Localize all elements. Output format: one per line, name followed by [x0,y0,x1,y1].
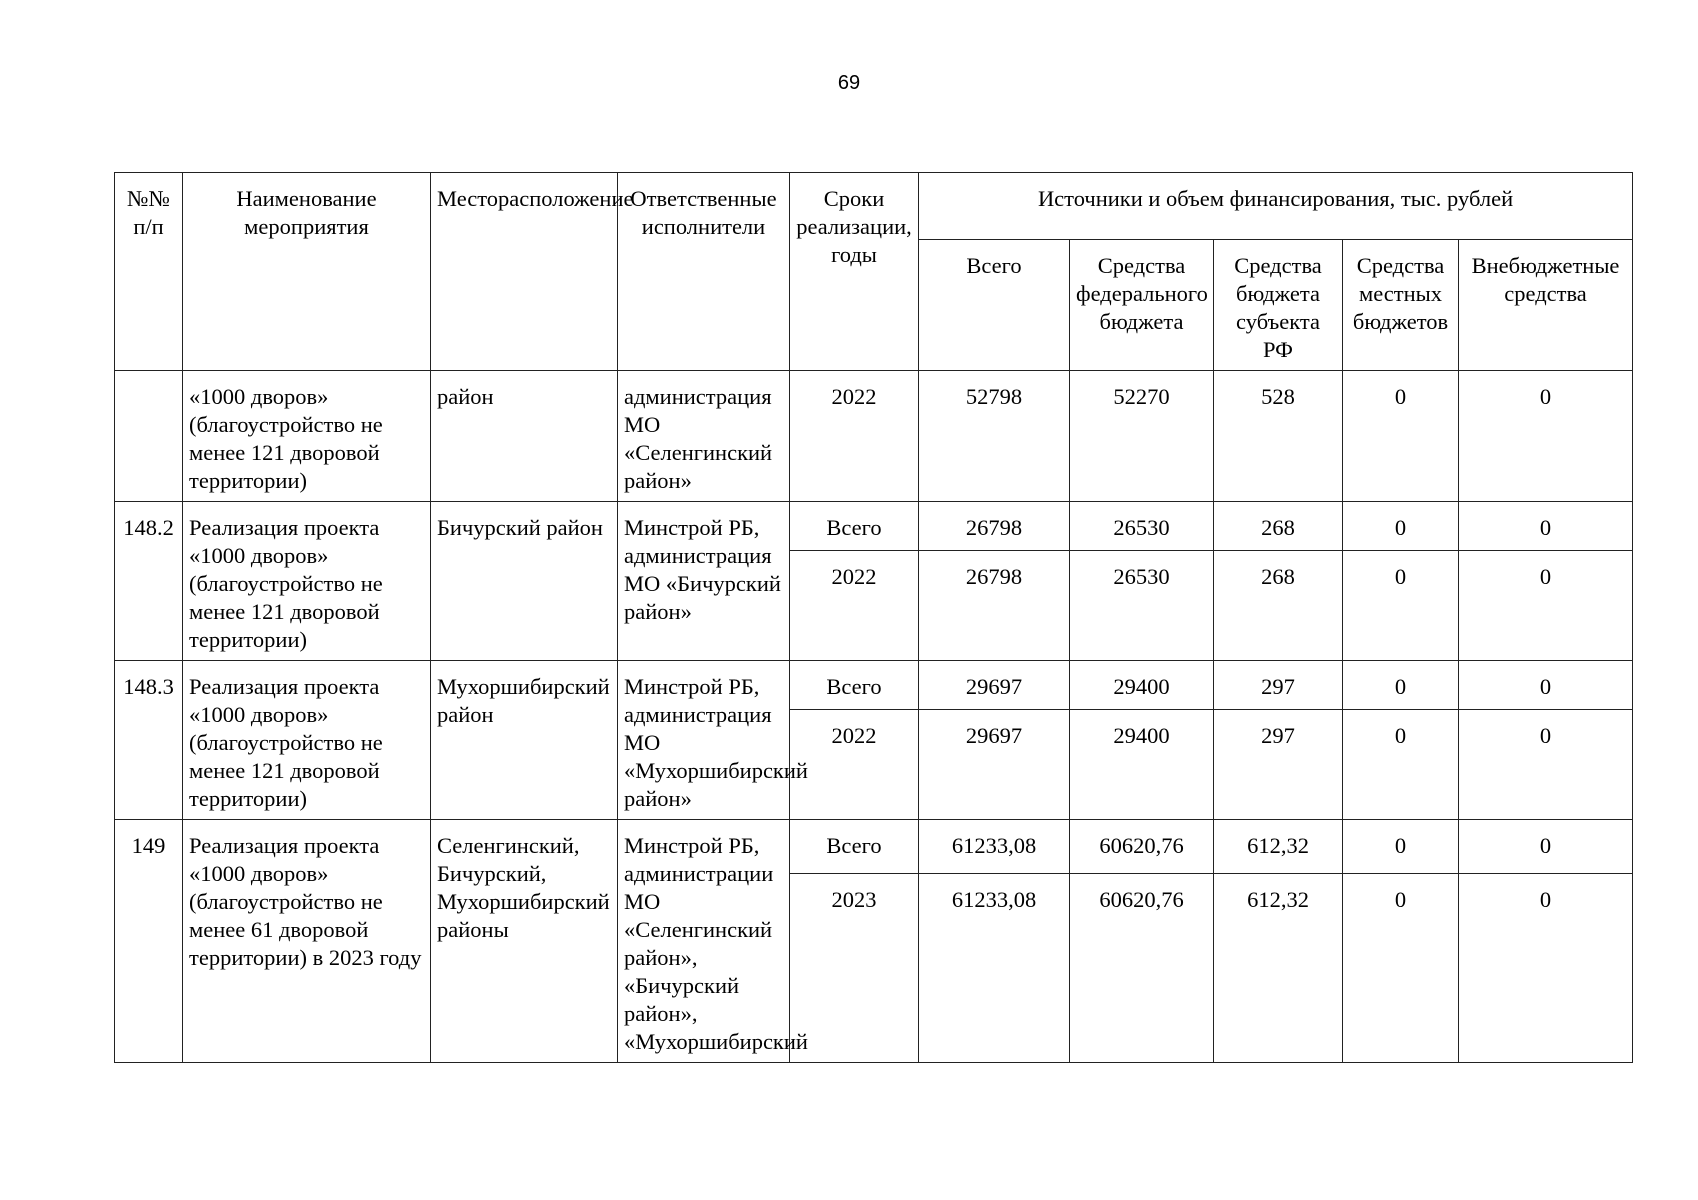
row-federal: 29400 [1070,661,1214,710]
header-regional: Средства бюджета субъекта РФ [1214,240,1343,371]
row-location: Мухоршибирский район [431,661,618,820]
row-federal: 60620,76 [1070,874,1214,1063]
header-offbudget: Внебюджетные средства [1459,240,1633,371]
row-total: 29697 [919,661,1070,710]
row-responsible: администрация МО «Селенгинский район» [618,371,790,502]
page-number: 69 [837,72,861,94]
row-regional: 297 [1214,710,1343,820]
row-name: Реализация проекта «1000 дворов» (благоустройство не менее 121 дворовой территории) [183,661,431,820]
row-term: Всего [790,820,919,874]
header-total: Всего [919,240,1070,371]
row-local: 0 [1343,502,1459,551]
header-row-main [115,173,1633,240]
row-regional: 268 [1214,502,1343,551]
header-terms: Сроки реализации, годы [790,173,919,371]
row-local: 0 [1343,551,1459,661]
row-responsible: Минстрой РБ, администрация МО «Бичурский район» [618,502,790,661]
row-location: Селенгинский, Бичурский, Мухоршибирский районы [431,820,618,1063]
row-local: 0 [1343,710,1459,820]
row-term: 2022 [790,551,919,661]
header-federal: Средства федерального бюджета [1070,240,1214,371]
row-offbudget: 0 [1459,874,1633,1063]
header-responsible: Ответственные исполнители [618,173,790,371]
row-term: 2022 [790,710,919,820]
row-federal: 52270 [1070,371,1214,502]
row-regional: 297 [1214,661,1343,710]
row-num: 148.2 [115,502,183,661]
row-name: Реализация проекта «1000 дворов» (благоустройство не менее 121 дворовой территории) [183,502,431,661]
row-term: 2022 [790,371,919,502]
row-federal: 26530 [1070,502,1214,551]
row-total: 61233,08 [919,874,1070,1063]
row-name: Реализация проекта «1000 дворов» (благоустройство не менее 61 дворовой территории) в 2023 году [183,820,431,1063]
row-regional: 612,32 [1214,820,1343,874]
funding-table [114,172,1633,1063]
row-total: 26798 [919,502,1070,551]
row-total: 52798 [919,371,1070,502]
row-federal: 26530 [1070,551,1214,661]
row-total: 61233,08 [919,820,1070,874]
row-federal: 60620,76 [1070,820,1214,874]
table-row [115,661,1633,710]
row-offbudget: 0 [1459,661,1633,710]
row-num: 149 [115,820,183,1063]
row-responsible: Минстрой РБ, администрация МО «Мухоршибирский район» [618,661,790,820]
row-offbudget: 0 [1459,551,1633,661]
row-term: 2023 [790,874,919,1063]
row-local: 0 [1343,371,1459,502]
row-name: «1000 дворов» (благоустройство не менее 121 дворовой территории) [183,371,431,502]
table-row [115,820,1633,874]
row-offbudget: 0 [1459,502,1633,551]
row-regional: 268 [1214,551,1343,661]
row-term: Всего [790,502,919,551]
row-local: 0 [1343,820,1459,874]
row-total: 29697 [919,710,1070,820]
table-row [115,371,1633,502]
header-location: Месторасположение [431,173,618,371]
header-funding: Источники и объем финансирования, тыс. рублей [919,173,1633,240]
row-local: 0 [1343,661,1459,710]
row-offbudget: 0 [1459,371,1633,502]
row-federal: 29400 [1070,710,1214,820]
row-regional: 528 [1214,371,1343,502]
row-term: Всего [790,661,919,710]
header-name: Наименование мероприятия [183,173,431,371]
row-location: Бичурский район [431,502,618,661]
row-offbudget: 0 [1459,710,1633,820]
table-row [115,502,1633,551]
header-local: Средства местных бюджетов [1343,240,1459,371]
row-num: 148.3 [115,661,183,820]
row-location: район [431,371,618,502]
row-regional: 612,32 [1214,874,1343,1063]
row-offbudget: 0 [1459,820,1633,874]
header-num: №№ п/п [115,173,183,371]
row-num [115,371,183,502]
row-responsible: Минстрой РБ, администрации МО «Селенгинский район», «Бичурский район», «Мухоршибирский [618,820,790,1063]
row-total: 26798 [919,551,1070,661]
row-local: 0 [1343,874,1459,1063]
